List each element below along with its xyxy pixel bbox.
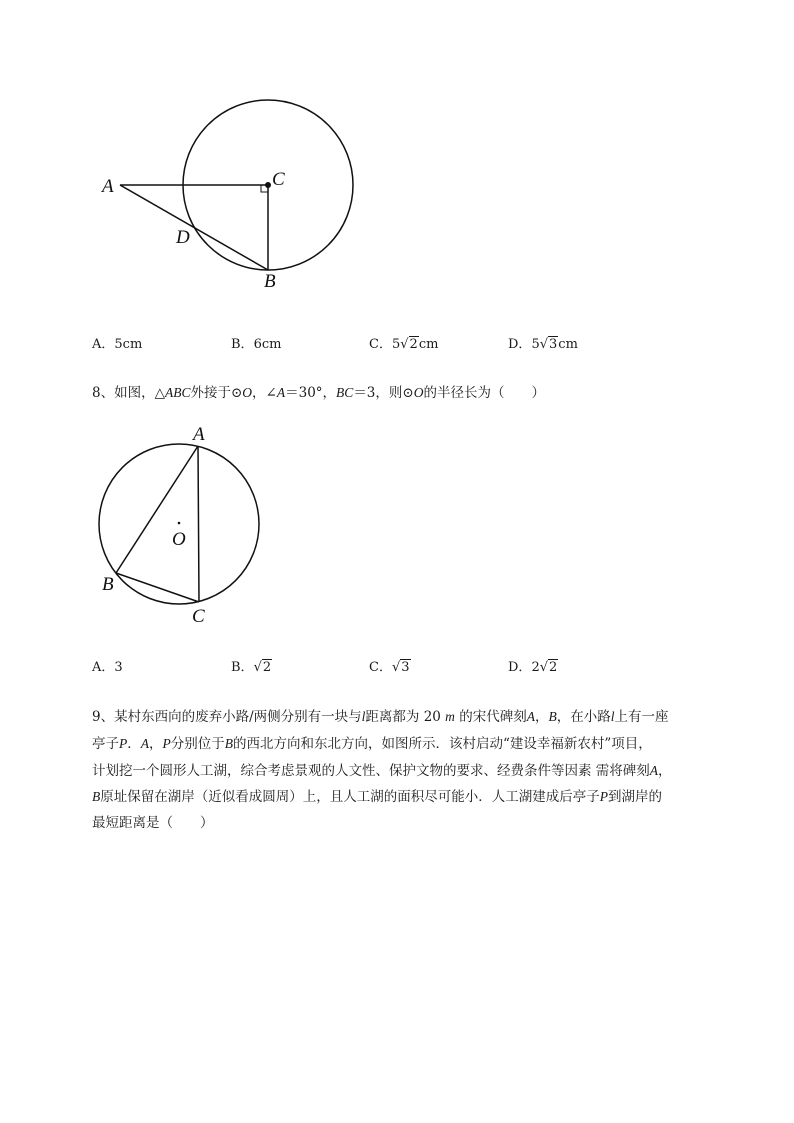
q7-option-a[interactable]: A．5cm — [92, 337, 143, 352]
q9-line-4: B原址保留在湖岸（近似看成圆周）上，且人工湖的面积尽可能小．人工湖建成后亭子P到湖岸的 — [92, 789, 662, 806]
label-c: C — [192, 606, 205, 627]
q8-option-b[interactable]: B．√2 — [231, 660, 272, 675]
label-b: B — [264, 271, 276, 292]
sqrt-icon: √3 — [391, 660, 410, 675]
point-o — [178, 522, 181, 525]
figure-q7 — [90, 85, 380, 300]
q7-option-d[interactable]: D．5√3cm — [508, 337, 578, 352]
q8-option-d[interactable]: D．2√2 — [508, 660, 558, 675]
label-c: C — [272, 169, 285, 190]
segment-ab — [120, 185, 268, 270]
point-c — [265, 182, 271, 188]
figure-q8 — [88, 418, 278, 633]
q9-line-2: 亭子P．A，P分别位于B的西北方向和东北方向，如图所示．该村启动“建设幸福新农村”项目， — [92, 735, 652, 752]
label-a: A — [193, 424, 205, 445]
q7-option-b[interactable]: B．6cm — [231, 337, 282, 352]
sqrt-icon: √2 — [539, 660, 558, 675]
q9-line-5: 最短距离是（ ） — [92, 815, 214, 832]
sqrt-icon: √2 — [253, 660, 272, 675]
segment-ab — [116, 446, 198, 573]
sqrt-icon: √2 — [400, 337, 418, 352]
label-a: A — [102, 176, 114, 197]
label-b: B — [102, 574, 114, 595]
q8-options — [92, 656, 732, 676]
question-9-stem — [92, 704, 742, 837]
q8-option-c[interactable]: C．√3 — [369, 660, 410, 675]
label-o: O — [172, 529, 186, 550]
q9-line-3: 计划挖一个圆形人工湖，综合考虑景观的人文性、保护文物的要求、经费条件等因素 需将碑刻A， — [92, 762, 672, 779]
q7-option-c[interactable]: C．5√2cm — [369, 337, 439, 352]
q7-options — [92, 333, 732, 353]
segment-bc — [116, 573, 199, 602]
q8-option-a[interactable]: A．3 — [92, 660, 123, 675]
question-8-stem: 8、如图，△ABC外接于⊙O，∠A＝30°，BC＝3，则⊙O的半径长为（ ） — [92, 385, 545, 401]
sqrt-icon: √3 — [539, 337, 558, 352]
label-d: D — [176, 227, 190, 248]
segment-ac — [198, 446, 199, 602]
q9-line-1: 9、某村东西向的废弃小路/两侧分别有一块与l距离都为 20 m 的宋代碑刻A，B，在小路l上有一座 — [92, 709, 669, 725]
